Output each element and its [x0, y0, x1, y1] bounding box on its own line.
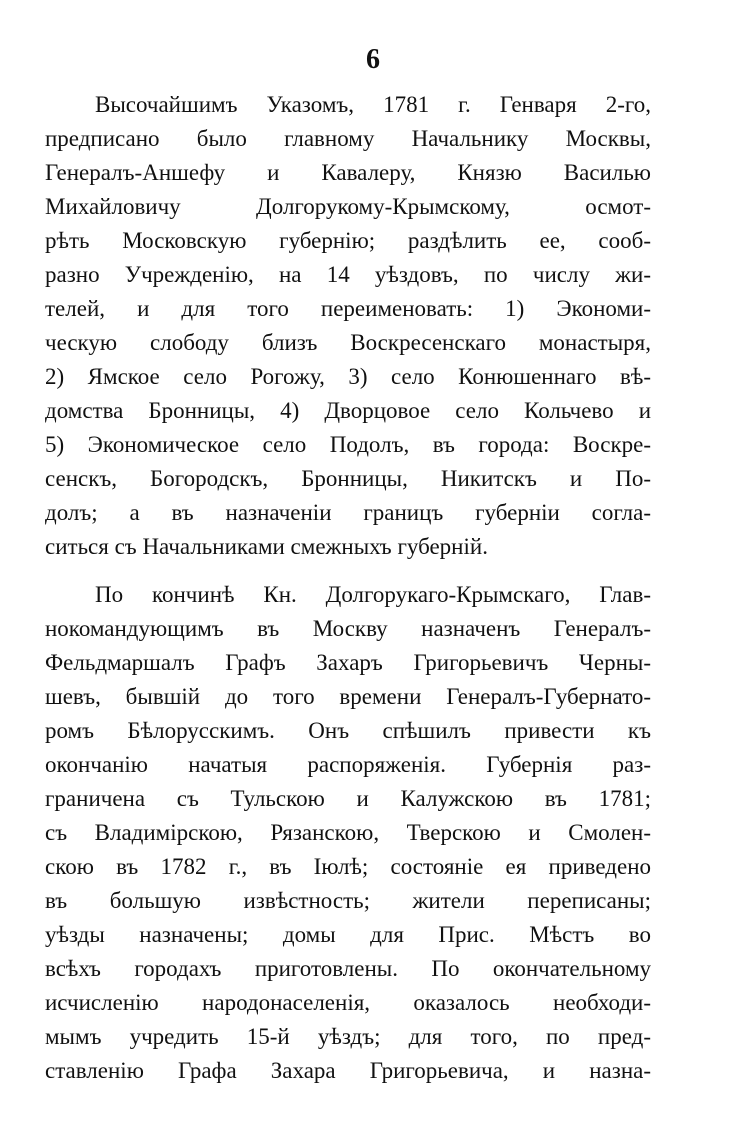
text-line: ромъ Бѣлорусскимъ. Онъ спѣшилъ привести къ	[45, 718, 651, 743]
text-line: сенскъ, Богородскъ, Бронницы, Никитскъ и По-	[45, 466, 651, 491]
text-line: По кончинѣ Кн. Долгорукаго-Крымскаго, Глав-	[95, 582, 651, 607]
text-line: нокомандующимъ въ Москву назначенъ Генералъ-	[45, 616, 651, 641]
text-line: мымъ учредить 15-й уѣздъ; для того, по пред-	[45, 1024, 651, 1049]
text-line: Михайловичу Долгорукому-Крымскому, осмот-	[45, 194, 651, 219]
paragraph-gap	[45, 564, 651, 578]
body-text	[45, 88, 651, 1088]
text-line: домства Бронницы, 4) Дворцовое село Кольчево и	[45, 398, 651, 423]
text-line: 2) Ямское село Рогожу, 3) село Конюшеннаго вѣ-	[45, 364, 651, 389]
text-line: съ Владимірскою, Рязанскою, Тверскою и Смолен-	[45, 820, 651, 845]
text-line: долъ; а въ назначеніи границъ губерніи согла-	[45, 500, 651, 525]
text-line: въ большую извѣстность; жители переписаны;	[45, 888, 651, 913]
text-line: ситься съ Начальниками смежныхъ губерній.	[45, 534, 488, 559]
text-line: граничена съ Тульскою и Калужскою въ 1781;	[45, 786, 651, 811]
text-line: разно Учрежденію, на 14 уѣздовъ, по числу жи-	[45, 262, 651, 287]
page-number: 6	[366, 44, 380, 75]
text-line: всѣхъ городахъ приготовлены. По окончательному	[45, 956, 651, 981]
text-line: предписано было главному Начальнику Москвы,	[45, 126, 651, 151]
text-line: ставленію Графа Захара Григорьевича, и назна-	[45, 1058, 651, 1083]
text-line: Генералъ-Аншефу и Кавалеру, Князю Василью	[45, 160, 651, 185]
text-line: телей, и для того переименовать: 1) Экономи-	[45, 296, 651, 321]
text-line: исчисленію народонаселенія, оказалось необходи-	[45, 990, 651, 1015]
text-line: скою въ 1782 г., въ Іюлѣ; состояніе ея приведено	[45, 854, 651, 879]
text-line: Высочайшимъ Указомъ, 1781 г. Генваря 2-го,	[95, 92, 651, 117]
text-line: окончанію начатыя распоряженія. Губернія раз-	[45, 752, 651, 777]
text-line: 5) Экономическое село Подолъ, въ города: Воскре-	[45, 432, 651, 457]
text-line: шевъ, бывшій до того времени Генералъ-Губернато-	[45, 684, 651, 709]
text-line: ческую слободу близъ Воскресенскаго монастыря,	[45, 330, 651, 355]
text-line: Фельдмаршалъ Графъ Захаръ Григорьевичъ Черны-	[45, 650, 651, 675]
text-line: уѣзды назначены; домы для Прис. Мѣстъ во	[45, 922, 651, 947]
text-line: рѣть Московскую губернію; раздѣлить ее, сооб-	[45, 228, 651, 253]
